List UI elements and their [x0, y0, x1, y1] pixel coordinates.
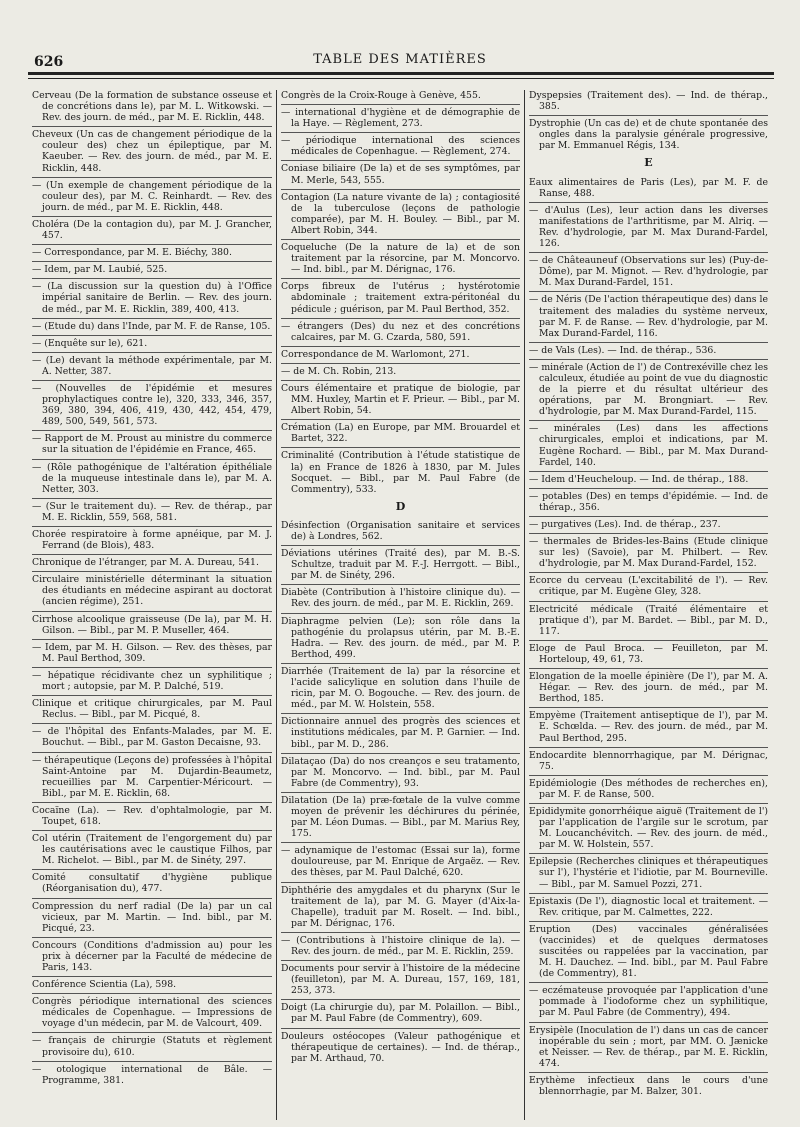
index-entry: Choléra (De la contagion du), par M. J. Grancher, 457. — [32, 216, 272, 241]
index-entry: Congrès de la Croix-Rouge à Genève, 455. — [281, 90, 481, 101]
section-letter: E — [644, 156, 653, 170]
index-entry: Eruption (Des) vaccinales généralisées (vaccinides) et de quelques dermatoses suscitées ou rappelées par la vaccination, par M. H. Dauchez. — Ind. bibl., par M. Paul Fabre (de Commentry), 81. — [529, 921, 768, 979]
index-entry: Dilataçao (Da) do nos creanços e seu tratamento, par M. Moncorvo. — Ind. bibl., par M. Paul Fabre (de Commentry), 93. — [281, 753, 520, 789]
index-entry: — (Contributions à l'histoire clinique de la). — Rev. des journ. de méd., par M. E. Ricklin, 259. — [281, 932, 520, 957]
index-entry: Cours élémentaire et pratique de biologie, par MM. Huxley, Martin et F. Prieur. — Bibl., par M. Albert Robin, 54. — [281, 380, 520, 416]
index-entry: — (La discussion sur la question du) à l'Office impérial sanitaire de Berlin. — Rev. des journ. de méd., par M. E. Ricklin, 389, 400, 413. — [32, 278, 272, 314]
index-entry: — Idem, par M. Laubié, 525. — [32, 261, 272, 275]
index-entry: Circulaire ministérielle déterminant la situation des étudiants en médecine aspirant au doctorat (ancien régime), 251. — [32, 571, 272, 607]
page-number: 626 — [34, 54, 64, 70]
index-entry: Concours (Conditions d'admission au) pour les prix à décerner par la Faculté de médecine de Paris, 143. — [32, 937, 272, 973]
index-entry: — Idem d'Heucheloup. — Ind. de thérap., 188. — [529, 471, 768, 485]
index-entry: Criminalité (Contribution à l'étude statistique de la) en France de 1826 à 1830, par M. Jules Socquet. — Bibl., par M. Paul Fabre (de Commentry), 533. — [281, 447, 520, 494]
index-entry: — de Néris (De l'action thérapeutique des) dans le traitement des maladies du système nerveux, par M. F. de Ranse. — Rev. d'hydrologie, par M. Max Durand-Fardel, 116. — [529, 291, 768, 338]
index-entry: — purgatives (Les). Ind. de thérap., 237. — [529, 516, 768, 530]
index-entry: — français de chirurgie (Statuts et règlement provisoire du), 610. — [32, 1032, 272, 1057]
index-entry: Coniase biliaire (De la) et de ses symptômes, par M. Merle, 543, 555. — [281, 160, 520, 185]
index-entry: — thermales de Brides-les-Bains (Etude clinique sur les) (Savoie), par M. Philbert. — Rev. d'hydrologie, par M. Max Durand-Fardel, 152. — [529, 533, 768, 569]
index-entry: Crémation (La) en Europe, par MM. Brouardel et Bartet, 322. — [281, 419, 520, 444]
index-column-right — [524, 90, 772, 1120]
index-entry: Dilatation (De la) præ-fœtale de la vulve comme moyen de prévenir les déchirures du périnée, par M. Léon Dumas. — Bibl., par M. Marius Rey, 175. — [281, 792, 520, 839]
index-entry: — (Sur le traitement du). — Rev. de thérap., par M. E. Ricklin, 559, 568, 581. — [32, 498, 272, 523]
index-entry: — Correspondance, par M. E. Biéchy, 380. — [32, 244, 272, 258]
index-entry: Dyspepsies (Traitement des). — Ind. de thérap., 385. — [529, 90, 768, 113]
page-title: TABLE DES MATIÈRES — [313, 52, 487, 67]
index-entry: Eaux alimentaires de Paris (Les), par M. F. de Ranse, 488. — [529, 176, 768, 199]
index-entry: Déviations utérines (Traité des), par M. B.-S. Schultze, traduit par M. F.-J. Herrgott. — Bibl., par M. de Sinéty, 296. — [281, 545, 520, 581]
index-entry: Empyème (Traitement antiseptique de l'), par M. E. Schœlda. — Rev. des journ. de méd., par M. Paul Berthod, 295. — [529, 707, 768, 743]
index-entry: Epilepsie (Recherches cliniques et thérapeutiques sur l'), l'hystérie et l'idiotie, par M. Bourneville. — Bibl., par M. Samuel Pozzi, 271. — [529, 853, 768, 889]
index-entry: — potables (Des) en temps d'épidémie. — Ind. de thérap., 356. — [529, 488, 768, 513]
index-entry: Dictionnaire annuel des progrès des sciences et institutions médicales, par M. P. Garnier. — Ind. bibl., par M. D., 286. — [281, 713, 520, 749]
index-entry: — de Vals (Les). — Ind. de thérap., 536. — [529, 342, 768, 356]
index-entry: Douleurs ostéocopes (Valeur pathogénique et thérapeutique de certaines). — Ind. de thérap., par M. Arthaud, 70. — [281, 1028, 520, 1064]
index-entry: Cheveux (Un cas de changement périodique de la couleur des) chez un épileptique, par M. Kaeuber. — Rev. des journ. de méd., par M. E. Ricklin, 448. — [32, 126, 272, 173]
index-entry: — étrangers (Des) du nez et des concrétions calcaires, par M. G. Czarda, 580, 591. — [281, 318, 520, 343]
index-column-middle — [276, 90, 524, 1120]
index-entry: — thérapeutique (Leçons de) professées à l'hôpital Saint-Antoine par M. Dujardin-Beaumetz, recueillies par M. Carpentier-Méricourt. — Bibl., par M. E. Ricklin, 68. — [32, 752, 272, 799]
index-entry: Contagion (La nature vivante de la) ; contagiosité de la tuberculose (leçons de pathologie comparée), par M. H. Bouley. — Bibl., par M. Albert Robin, 344. — [281, 189, 520, 236]
index-entry: — (Enquête sur le), 621. — [32, 335, 272, 349]
index-entry: Epidémiologie (Des méthodes de recherches en), par M. F. de Ranse, 500. — [529, 775, 768, 800]
index-entry: Erysipèle (Inoculation de l') dans un cas de cancer inopérable du sein ; mort, par MM. O. Jænicke et Neisser. — Rev. de thérap., par M. E. Ricklin, 474. — [529, 1022, 768, 1069]
header-rule-thick — [28, 72, 774, 75]
index-columns — [28, 90, 774, 1120]
index-entry: Désinfection (Organisation sanitaire et services de) à Londres, 562. — [281, 519, 520, 542]
index-entry: Conférence Scientia (La), 598. — [32, 976, 272, 990]
index-entry: — (Etude du) dans l'Inde, par M. F. de Ranse, 105. — [32, 318, 272, 332]
index-entry: Coqueluche (De la nature de la) et de son traitement par la résorcine, par M. Moncorvo. — Ind. bibl., par M. Dérignac, 176. — [281, 239, 520, 275]
index-entry: Col utérin (Traitement de l'engorgement du) par les cautérisations avec le caustique Filhos, par M. Richelot. — Bibl., par M. de Sinéty, 297. — [32, 830, 272, 866]
index-entry: — Rapport de M. Proust au ministre du commerce sur la situation de l'épidémie en France, 465. — [32, 430, 272, 455]
index-entry: Cirrhose alcoolique graisseuse (De la), par M. H. Gilson. — Bibl., par M. P. Museller, 464. — [32, 611, 272, 636]
index-entry: Diaphragme pelvien (Le); son rôle dans la pathogénie du prolapsus utérin, par M. B.-E. Hadra. — Rev. des journ. de méd., par M. P. Berthod, 499. — [281, 613, 520, 660]
index-entry: Diphthérie des amygdales et du pharynx (Sur le traitement de la), par M. G. Mayer (d'Aix-la-Chapelle), traduit par M. Roselt. — Ind. bibl., par M. Dérignac, 176. — [281, 882, 520, 929]
index-entry: Compression du nerf radial (De la) par un cal vicieux, par M. Martin. — Ind. bibl., par M. Picqué, 23. — [32, 898, 272, 934]
index-entry: — international d'hygiène et de démographie de la Haye. — Règlement, 273. — [281, 104, 520, 129]
index-entry: — de l'hôpital des Enfants-Malades, par M. E. Bouchut. — Bibl., par M. Gaston Decaisne, 93. — [32, 723, 272, 748]
section-letter: D — [395, 499, 406, 513]
index-entry: Chorée respiratoire à forme apnéique, par M. J. Ferrand (de Blois), 483. — [32, 526, 272, 551]
index-entry: — otologique international de Bâle. — Programme, 381. — [32, 1061, 272, 1086]
index-entry: — (Le) devant la méthode expérimentale, par M. A. Netter, 387. — [32, 352, 272, 377]
index-entry: — (Un exemple de changement périodique de la couleur des), par M. C. Reinhardt. — Rev. des journ. de méd., par M. E. Ricklin, 448. — [32, 177, 272, 213]
index-entry: — d'Aulus (Les), leur action dans les diverses manifestations de l'arthritisme, par M. Alriq. — Rev. d'hydrologie, par M. Max Durand-Fardel, 126. — [529, 202, 768, 249]
index-entry: Dystrophie (Un cas de) et de chute spontanée des ongles dans la paralysie générale progressive, par M. Emmanuel Régis, 134. — [529, 115, 768, 151]
index-entry: — minérale (Action de l') de Contrexéville chez les calculeux, étudiée au point de vue du diagnostic de la pierre et du résultat ultérieur des opérations, par M. Brongniart. — Rev. d'hydrologie, par M. Max Durand-Fardel, 115. — [529, 359, 768, 417]
index-entry: Cerveau (De la formation de substance osseuse et de concrétions dans le), par M. L. Witkowski. — Rev. des journ. de méd., par M. E. Ricklin, 448. — [32, 90, 272, 124]
index-entry: Corps fibreux de l'utérus ; hystérotomie abdominale ; traitement extra-péritonéal du pédicule ; guérison, par M. Paul Berthod, 352. — [281, 278, 520, 314]
header-rule-thin — [28, 78, 774, 79]
index-entry: Ecorce du cerveau (L'excitabilité de l'). — Rev. critique, par M. Eugène Gley, 328. — [529, 572, 768, 597]
index-entry: — minérales (Les) dans les affections chirurgicales, emploi et indications, par M. Eugène Rochard. — Bibl., par M. Max Durand-Fardel, 140. — [529, 420, 768, 467]
index-entry: Electricité médicale (Traité élémentaire et pratique d'), par M. Bardet. — Bibl., par M. D., 117. — [529, 601, 768, 637]
index-column-left — [28, 90, 276, 1120]
index-entry: — (Nouvelles de l'épidémie et mesures prophylactiques contre le), 320, 333, 346, 357, 369, 380, 394, 406, 419, 430, 442, 454, 479, 489, 500, 549, 561, 573. — [32, 380, 272, 427]
index-entry: Cocaïne (La). — Rev. d'ophtalmologie, par M. Toupet, 618. — [32, 802, 272, 827]
index-entry: Chronique de l'étranger, par M. A. Dureau, 541. — [32, 554, 272, 568]
index-entry: — eczémateuse provoquée par l'application d'une pommade à l'iodoforme chez un syphilitique, par M. Paul Fabre (de Commentry), 494. — [529, 982, 768, 1018]
index-entry: Clinique et critique chirurgicales, par M. Paul Reclus. — Bibl., par M. Picqué, 8. — [32, 695, 272, 720]
index-entry: Diabète (Contribution à l'histoire clinique du). — Rev. des journ. de méd., par M. E. Ricklin, 269. — [281, 584, 520, 609]
index-entry: Correspondance de M. Warlomont, 271. — [281, 346, 520, 360]
index-entry: Comité consultatif d'hygiène publique (Réorganisation du), 477. — [32, 869, 272, 894]
index-entry: Epididymite gonorrhéique aiguë (Traitement de l') par l'application de l'argile sur le scrotum, par M. Loucanchévitch. — Rev. des journ. de méd., par M. W. Holstein, 557. — [529, 803, 768, 850]
index-entry: Elongation de la moelle épinière (De l'), par M. A. Hégar. — Rev. des journ. de méd., par M. Berthod, 185. — [529, 668, 768, 704]
index-entry: — de M. Ch. Robin, 213. — [281, 363, 520, 377]
index-entry: — hépatique récidivante chez un syphilitique ; mort ; autopsie, par M. P. Dalché, 519. — [32, 667, 272, 692]
index-entry: — de Châteauneuf (Observations sur les) (Puy-de-Dôme), par M. Mignot. — Rev. d'hydrologie, par M. Max Durand-Fardel, 151. — [529, 252, 768, 288]
index-entry: Endocardite blennorrhagique, par M. Dérignac, 75. — [529, 747, 768, 772]
index-entry: Congrès périodique international des sciences médicales de Copenhague. — Impressions de voyage d'un médecin, par M. de Valcourt, 409. — [32, 993, 272, 1029]
index-entry: Documents pour servir à l'histoire de la médecine (feuilleton), par M. A. Dureau, 157, 169, 181, 253, 373. — [281, 960, 520, 996]
index-entry: Erythème infectieux dans le cours d'une blennorrhagie, par M. Balzer, 301. — [529, 1072, 768, 1097]
index-entry: Eloge de Paul Broca. — Feuilleton, par M. Horteloup, 49, 61, 73. — [529, 640, 768, 665]
index-entry: — (Rôle pathogénique de l'altération épithéliale de la muqueuse intestinale dans le), par M. A. Netter, 303. — [32, 459, 272, 495]
index-entry: — Idem, par M. H. Gilson. — Rev. des thèses, par M. Paul Berthod, 309. — [32, 639, 272, 664]
index-entry: Epistaxis (De l'), diagnostic local et traitement. — Rev. critique, par M. Calmettes, 222. — [529, 893, 768, 918]
index-entry: Doigt (La chirurgie du), par M. Polaillon. — Bibl., par M. Paul Fabre (de Commentry), 609. — [281, 999, 520, 1024]
index-entry: — adynamique de l'estomac (Essai sur la), forme douloureuse, par M. Enrique de Argaëz. — Rev. des thèses, par M. Paul Dalché, 620. — [281, 842, 520, 878]
index-entry: Diarrhée (Traitement de la) par la résorcine et l'acide salicylique en solution dans l'huile de ricin, par M. O. Bogouche. — Rev. des journ. de méd., par M. W. Holstein, 558. — [281, 663, 520, 710]
index-entry: — périodique international des sciences médicales de Copenhague. — Règlement, 274. — [281, 132, 520, 157]
